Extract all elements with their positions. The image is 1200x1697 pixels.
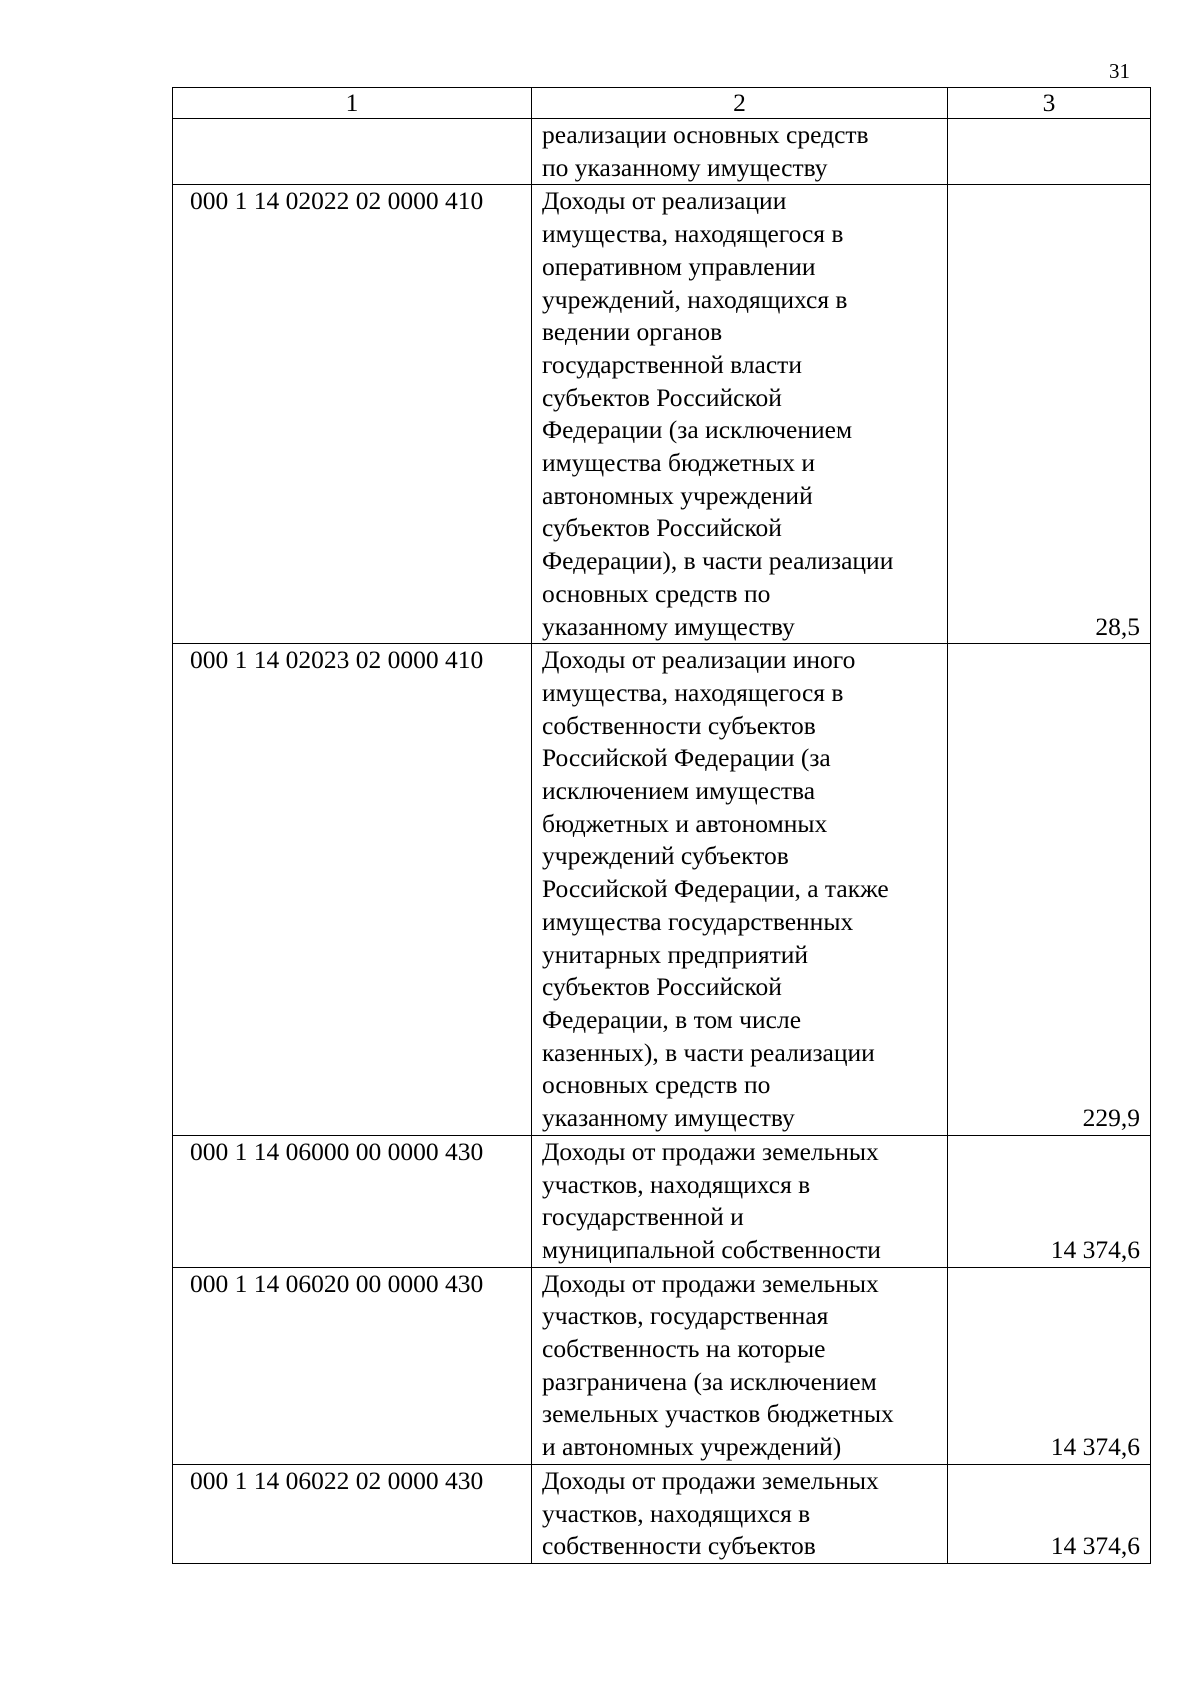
description-line: государственной и	[542, 1202, 744, 1232]
description-line: собственности субъектов	[542, 1531, 816, 1561]
description-line: субъектов Российской	[542, 382, 782, 412]
table-row	[173, 185, 1151, 644]
table-header-row	[173, 88, 1151, 119]
budget-code: 000 1 14 06000 00 0000 430	[173, 1135, 532, 1267]
description-line: муниципальной собственности	[542, 1234, 881, 1264]
description-line: участков, находящихся в	[542, 1169, 811, 1199]
description-line: автономных учреждений	[542, 480, 813, 510]
description-line: разграничена (за исключением	[542, 1366, 877, 1396]
description-line: Федерации, в том числе	[542, 1004, 802, 1034]
description-line: Доходы от продажи земельных	[542, 1136, 879, 1166]
amount	[948, 119, 1151, 185]
description-line: Федерации), в части реализации	[542, 546, 894, 576]
description-line: исключением имущества	[542, 776, 816, 806]
description-line: и автономных учреждений)	[542, 1432, 842, 1462]
description-line: собственность на которые	[542, 1334, 826, 1364]
amount: 14 374,6	[948, 1267, 1151, 1464]
amount: 229,9	[948, 644, 1151, 1136]
revenue-description	[532, 1267, 948, 1464]
description-line: Российской Федерации, а также	[542, 874, 889, 904]
description-line: имущества бюджетных и	[542, 448, 815, 478]
description-line: субъектов Российской	[542, 972, 782, 1002]
budget-code: 000 1 14 02023 02 0000 410	[173, 644, 532, 1136]
description-line: государственной власти	[542, 349, 802, 379]
table-row	[173, 644, 1151, 1136]
table-row	[173, 119, 1151, 185]
description-line: Российской Федерации (за	[542, 743, 831, 773]
description-line: учреждений субъектов	[542, 841, 789, 871]
column-number-2: 2	[532, 88, 948, 119]
description-line: Доходы от продажи земельных	[542, 1268, 879, 1298]
description-line: по указанному имуществу	[542, 152, 828, 182]
description-line: Доходы от продажи земельных	[542, 1465, 879, 1495]
revenue-description	[532, 119, 948, 185]
description-line: реализации основных средств	[542, 120, 869, 149]
budget-code: 000 1 14 06022 02 0000 430	[173, 1464, 532, 1563]
description-line: земельных участков бюджетных	[542, 1399, 894, 1429]
table-row	[173, 1267, 1151, 1464]
amount: 14 374,6	[948, 1135, 1151, 1267]
description-line: имущества, находящегося в	[542, 219, 844, 249]
description-line: бюджетных и автономных	[542, 808, 828, 838]
table-row	[173, 1135, 1151, 1267]
budget-code	[173, 119, 532, 185]
description-line: Доходы от реализации	[542, 186, 787, 216]
description-line: основных средств по	[542, 578, 771, 608]
page-number: 31	[1109, 59, 1130, 83]
description-line: ведении органов	[542, 317, 723, 347]
column-number-3: 3	[948, 88, 1151, 119]
amount: 28,5	[948, 185, 1151, 644]
description-line: оперативном управлении	[542, 251, 816, 281]
description-line: имущества государственных	[542, 906, 854, 936]
revenue-description	[532, 185, 948, 644]
description-line: указанному имуществу	[542, 1103, 795, 1133]
description-line: имущества, находящегося в	[542, 677, 844, 707]
description-line: участков, находящихся в	[542, 1498, 811, 1528]
description-line: участков, государственная	[542, 1301, 829, 1331]
description-line: основных средств по	[542, 1070, 771, 1100]
description-line: указанному имуществу	[542, 611, 795, 641]
budget-code: 000 1 14 06020 00 0000 430	[173, 1267, 532, 1464]
revenue-description	[532, 1135, 948, 1267]
budget-code: 000 1 14 02022 02 0000 410	[173, 185, 532, 644]
budget-revenue-table	[172, 87, 1151, 1564]
table-row	[173, 1464, 1151, 1563]
description-line: собственности субъектов	[542, 710, 816, 740]
description-line: учреждений, находящихся в	[542, 284, 848, 314]
revenue-description	[532, 1464, 948, 1563]
description-line: казенных), в части реализации	[542, 1037, 875, 1067]
amount: 14 374,6	[948, 1464, 1151, 1563]
description-line: субъектов Российской	[542, 513, 782, 543]
column-number-1: 1	[173, 88, 532, 119]
description-line: Доходы от реализации иного	[542, 645, 856, 675]
description-line: Федерации (за исключением	[542, 415, 853, 445]
revenue-description	[532, 644, 948, 1136]
description-line: унитарных предприятий	[542, 939, 809, 969]
